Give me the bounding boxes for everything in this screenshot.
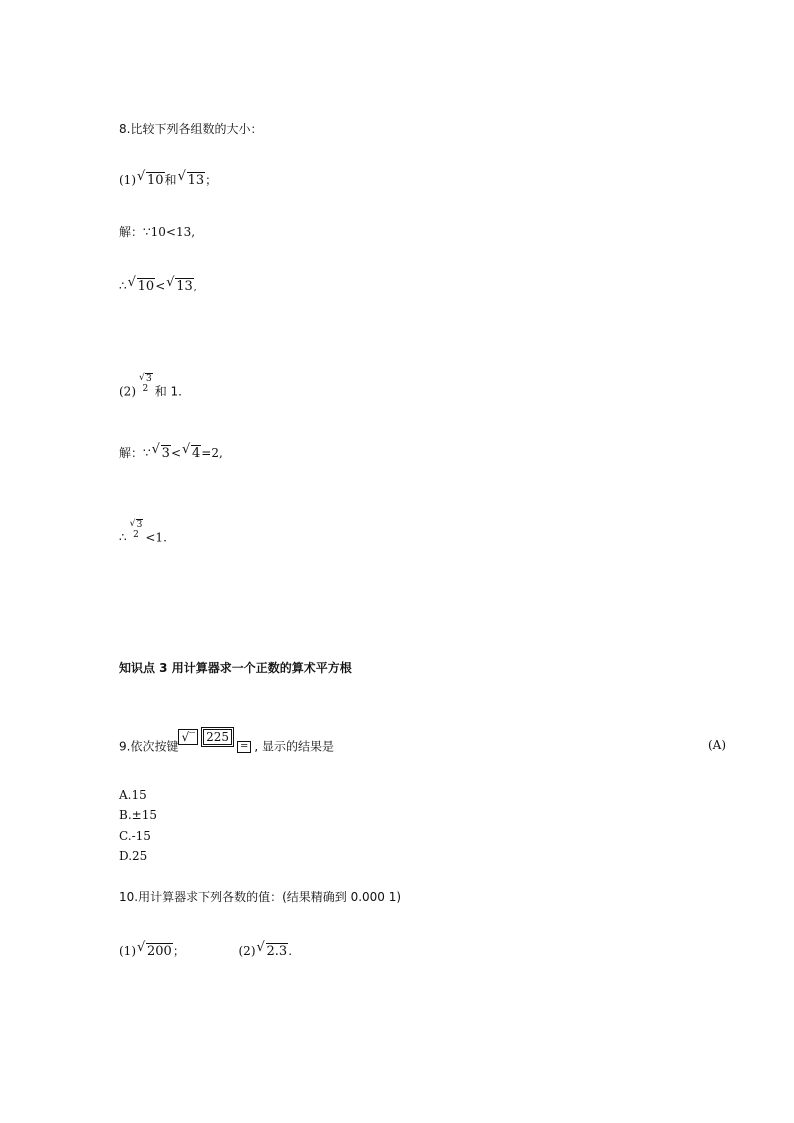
- q9-option-a: A.15: [119, 788, 147, 802]
- sqrt-10: √ 10: [137, 169, 164, 188]
- q8-solution1: 解：∵10<13,: [119, 225, 196, 239]
- q10-parts: (1) √ 200； (2) √ 2.3.: [119, 940, 293, 959]
- q9-option-c: C.-15: [119, 829, 151, 843]
- sqrt-key-icon: √‾: [178, 729, 198, 745]
- q8-part1-label: (1): [119, 173, 136, 187]
- sqrt-10: √ 10: [127, 275, 155, 294]
- fraction-sqrt3-over-2: √ 3 2: [139, 373, 152, 394]
- q9-stem: 9.依次按键√‾ 225= , 显示的结果是: [119, 737, 334, 757]
- key-sequence: [178, 727, 237, 747]
- because-symbol: ∵: [143, 446, 151, 460]
- equals-key-icon: =: [237, 741, 251, 753]
- fraction-sqrt3-over-2: √ 3 2: [129, 519, 143, 540]
- conj-he: 和: [164, 173, 177, 187]
- q9-answer: (A): [708, 738, 727, 752]
- q9-option-d: D.25: [119, 849, 148, 863]
- sqrt-13: √ 13: [177, 169, 205, 188]
- sqrt-2-3: √ 2.3: [256, 940, 288, 959]
- q8-title: 8.比较下列各组数的大小：: [119, 122, 263, 136]
- sqrt-13: √ 13: [166, 275, 193, 294]
- q10-title: 10.用计算器求下列各数的值：(结果精确到 0.000 1): [119, 890, 402, 904]
- sqrt-200: √ 200: [137, 940, 172, 959]
- therefore-symbol: ∴: [119, 530, 127, 545]
- q8-therefore2: ∴ √ 3 2 <1.: [119, 519, 167, 545]
- because-symbol: ∵: [143, 225, 151, 239]
- q8-solution2: 解：∵ √ 3< √ 4=2,: [119, 442, 223, 461]
- q8-part1: (1) √ 10和 √ 13；: [119, 169, 218, 188]
- q8-part2: (2) √ 3 2 和 1.: [119, 373, 182, 399]
- therefore-symbol: ∴: [119, 279, 127, 293]
- section3-heading: 知识点 3 用计算器求一个正数的算术平方根: [119, 661, 352, 675]
- sqrt-3: √ 3: [151, 442, 170, 461]
- q9-option-b: B.±15: [119, 808, 157, 822]
- key-225: 225: [201, 727, 234, 747]
- q8-therefore1: ∴ √ 10< √ 13,: [119, 275, 197, 294]
- sqrt-4: √ 4: [182, 442, 201, 461]
